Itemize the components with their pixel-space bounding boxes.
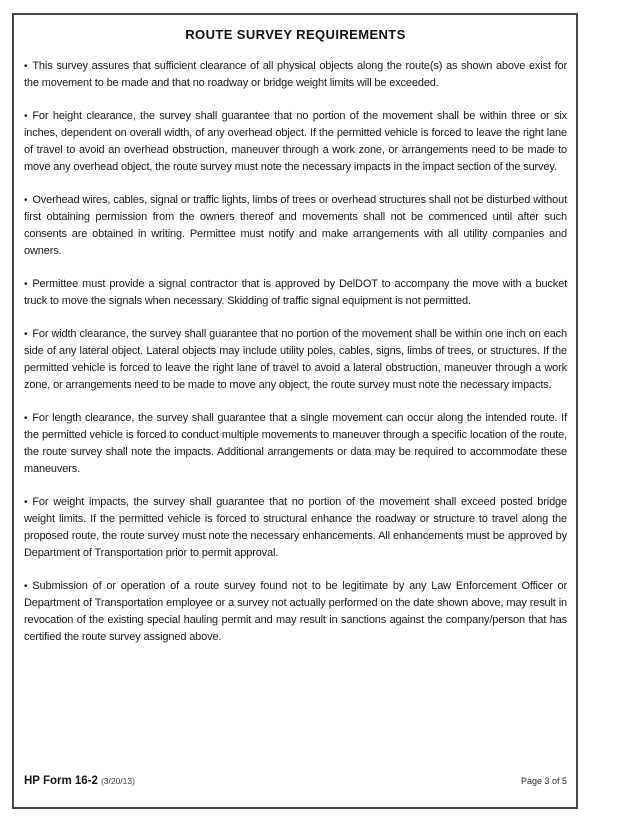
page-footer xyxy=(24,771,567,789)
requirement-paragraph xyxy=(24,578,567,646)
bullet-marker: • xyxy=(24,329,28,340)
bullet-marker: • xyxy=(24,195,28,206)
bullet-marker: • xyxy=(24,279,28,290)
paragraph-text: Overhead wires, cables, signal or traffic lights, limbs of trees or overhead structures shall not be disturbed without first obtaining permission from the owners thereof and movements shall not be commenced until after such consents are obtained in writing. Permittee must notify and make arrangements with all utility companies and owners. xyxy=(24,194,567,257)
bullet-marker: • xyxy=(24,413,28,424)
page-content xyxy=(14,15,576,646)
page-number: Page 3 of 5 xyxy=(520,776,567,786)
bullet-marker: • xyxy=(24,61,28,72)
requirement-paragraph xyxy=(24,108,567,176)
paragraph-text: This survey assures that sufficient clearance of all physical objects along the route(s) as shown above exist for the movement to be made and that no roadway or bridge weight limits will be exceeded. xyxy=(24,60,567,89)
form-number: HP Form 16-2 xyxy=(24,775,98,787)
paragraph-text: For weight impacts, the survey shall guarantee that no portion of the movement shall exceed posted bridge weight limits. If the permitted vehicle is forced to structural enhance the roadway or structure to travel along the proposed route, the route survey must note the necessary enhancements. All enhancements must be approved by Department of Transportation prior to permit approval. xyxy=(24,496,567,559)
requirement-paragraph xyxy=(24,410,567,478)
paragraph-text: For width clearance, the survey shall guarantee that no portion of the movement shall be within one inch on each side of any lateral object. Lateral objects may include utility poles, cables, signs, limbs of trees, or structures. If the permitted vehicle is forced to leave the right lane of travel to avoid a lateral obstruction, maneuver through a work zone, or arrangements need to be made to move any object, the route survey must note the necessary impacts. xyxy=(24,328,567,391)
requirement-paragraph xyxy=(24,58,567,92)
paragraph-text: Permittee must provide a signal contractor that is approved by DelDOT to accompany the move with a bucket truck to move the signals when necessary. Skidding of traffic signal equipment is not permitted. xyxy=(24,278,567,307)
requirements-list xyxy=(24,58,567,646)
form-identifier xyxy=(24,771,135,789)
requirement-paragraph xyxy=(24,276,567,310)
form-revision-date: (3/20/13) xyxy=(100,776,135,786)
page-border-frame xyxy=(12,13,578,809)
page-title: ROUTE SURVEY REQUIREMENTS xyxy=(185,27,406,42)
paragraph-text: For height clearance, the survey shall guarantee that no portion of the movement shall be within three or six inches, dependent on overall width, of any overhead object. If the permitted vehicle is forced to leave the right lane of travel to avoid an overhead obstruction, maneuver through a work zone, or arrangements need to be made to move any overhead object, the route survey must note the necessary impacts in the impact section of the survey. xyxy=(24,110,567,173)
bullet-marker: • xyxy=(24,497,28,508)
requirement-paragraph xyxy=(24,192,567,260)
paragraph-text: Submission of or operation of a route survey found not to be legitimate by any Law Enforcement Officer or Department of Transportation employee or a survey not actually performed on the date shown above, may result in revocation of the existing special hauling permit and may result in sanctions against the company/person that has certified the route survey assigned above. xyxy=(24,580,567,643)
requirement-paragraph xyxy=(24,494,567,562)
requirement-paragraph xyxy=(24,326,567,394)
paragraph-text: For length clearance, the survey shall guarantee that a single movement can occur along the intended route. If the permitted vehicle is forced to conduct multiple movements to maneuver through a specific location of the route, the route survey shall note the impacts. Additional arrangements or data may be required to accommodate these maneuvers. xyxy=(24,412,567,475)
bullet-marker: • xyxy=(24,581,28,592)
bullet-marker: • xyxy=(24,111,28,122)
